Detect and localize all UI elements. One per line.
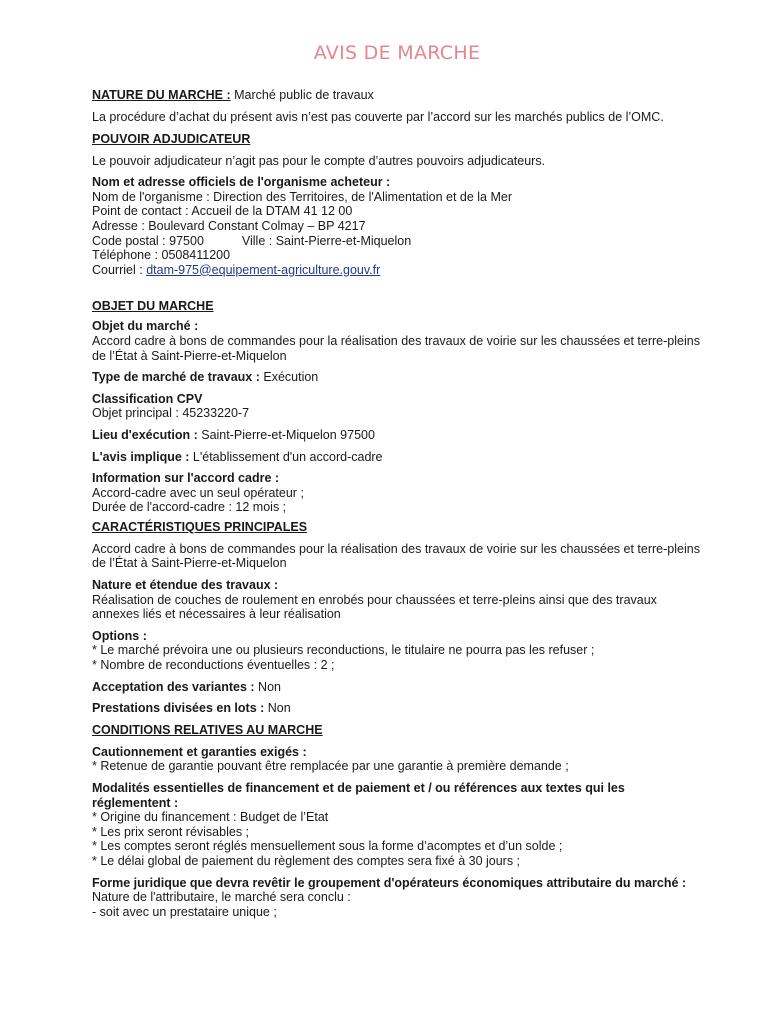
lots-line: [92, 701, 702, 716]
contact: Point de contact : Accueil de la DTAM 41 12 00: [92, 204, 353, 219]
avis-line: [92, 450, 702, 465]
type-line: [92, 370, 702, 385]
lots-label: Prestations divisées en lots :: [92, 701, 265, 716]
type-label: Type de marché de travaux :: [92, 370, 260, 385]
nom-label: Nom et adresse officiels de l'organisme acheteur :: [92, 175, 391, 190]
variantes-value: Non: [254, 679, 281, 694]
forme-line1: Nature de l'attributaire, le marché sera conclu :: [92, 890, 351, 905]
variantes-label: Acceptation des variantes :: [92, 679, 255, 694]
type-value: Exécution: [259, 370, 319, 385]
cpv-value: Objet principal : 45233220-7: [92, 406, 250, 421]
nature-travaux-label: Nature et étendue des travaux :: [92, 578, 279, 593]
ville: Ville : Saint-Pierre-et-Miquelon: [241, 233, 412, 248]
avis-value: L'établissement d'un accord-cadre: [189, 449, 383, 464]
caracteristiques-text: Accord cadre à bons de commandes pour la réalisation des travaux de voirie sur les chaussées et terre-pleins de l’État à Saint-Pierre-et-Miquelon: [92, 541, 700, 571]
objet-label: Objet du marché :: [92, 319, 199, 334]
telephone: Téléphone : 0508411200: [92, 248, 231, 263]
variantes-line: [92, 680, 702, 695]
lots-value: Non: [264, 701, 291, 716]
mod-line4: * Le délai global de paiement du règlement des comptes sera fixé à 30 jours ;: [92, 853, 521, 868]
pouvoir-heading: POUVOIR ADJUDICATEUR: [92, 131, 251, 146]
page-title: AVIS DE MARCHE: [313, 42, 481, 64]
courriel-link[interactable]: dtam-975@equipement-agriculture.gouv.fr: [146, 262, 381, 277]
info-line2: Durée de l'accord-cadre : 12 mois ;: [92, 500, 287, 515]
cpv-label: Classification CPV: [92, 391, 203, 406]
caution-line: * Retenue de garantie pouvant être remplacée par une garantie à première demande ;: [92, 759, 569, 774]
code-postal-line: [92, 234, 702, 249]
mod-line3: * Les comptes seront réglés mensuellement sous la forme d’acomptes et d’un solde ;: [92, 839, 563, 854]
avis-label: L'avis implique :: [92, 449, 190, 464]
modalites-label: Modalités essentielles de financement et de paiement et / ou références aux textes qui les réglementent :: [92, 781, 625, 810]
lieu-value: Saint-Pierre-et-Miquelon 97500: [197, 427, 375, 442]
nature-heading: NATURE DU MARCHE :: [92, 88, 231, 102]
objet-heading: OBJET DU MARCHE: [92, 299, 214, 314]
info-label: Information sur l'accord cadre :: [92, 471, 280, 486]
document-page: [92, 42, 702, 919]
courriel-line: [92, 263, 702, 278]
conditions-heading: CONDITIONS RELATIVES AU MARCHE: [92, 722, 323, 737]
caution-label: Cautionnement et garanties exigés :: [92, 744, 307, 759]
nature-value: Marché public de travaux: [230, 88, 374, 102]
code-postal: Code postal : 97500: [92, 233, 204, 248]
mod-line1: * Origine du financement : Budget de l’Etat: [92, 810, 329, 825]
objet-text: Accord cadre à bons de commandes pour la réalisation des travaux de voirie sur les chaussées et terre-pleins de l’État à Saint-Pierre-et-Miquelon: [92, 333, 700, 363]
options-line2: * Nombre de reconductions éventuelles : 2 ;: [92, 658, 335, 673]
nature-travaux-text: Réalisation de couches de roulement en enrobés pour chaussées et terre-pleins ainsi que des travaux annexes liés et nécessaires à leur réalisation: [92, 592, 657, 622]
nature-line: [92, 88, 702, 103]
lieu-line: [92, 428, 702, 443]
organisme: Nom de l'organisme : Direction des Territoires, de l'Alimentation et de la Mer: [92, 189, 513, 204]
forme-label: Forme juridique que devra revêtir le groupement d'opérateurs économiques attributaire du marché :: [92, 875, 687, 890]
info-line1: Accord-cadre avec un seul opérateur ;: [92, 485, 304, 500]
options-label: Options :: [92, 628, 147, 643]
adresse: Adresse : Boulevard Constant Colmay – BP 4217: [92, 218, 366, 233]
caracteristiques-heading: CARACTÉRISTIQUES PRINCIPALES: [92, 519, 308, 534]
options-line1: * Le marché prévoira une ou plusieurs reconductions, le titulaire ne pourra pas les refuser ;: [92, 643, 595, 658]
forme-line2: - soit avec un prestataire unique ;: [92, 904, 277, 919]
courriel-label: Courriel :: [92, 262, 147, 277]
lieu-label: Lieu d'exécution :: [92, 427, 198, 442]
pouvoir-text: Le pouvoir adjudicateur n’agit pas pour le compte d’autres pouvoirs adjudicateurs.: [92, 153, 546, 168]
omc-text: La procédure d’achat du présent avis n’est pas couverte par l’accord sur les marchés publics de l’OMC.: [92, 110, 664, 124]
mod-line2: * Les prix seront révisables ;: [92, 824, 250, 839]
